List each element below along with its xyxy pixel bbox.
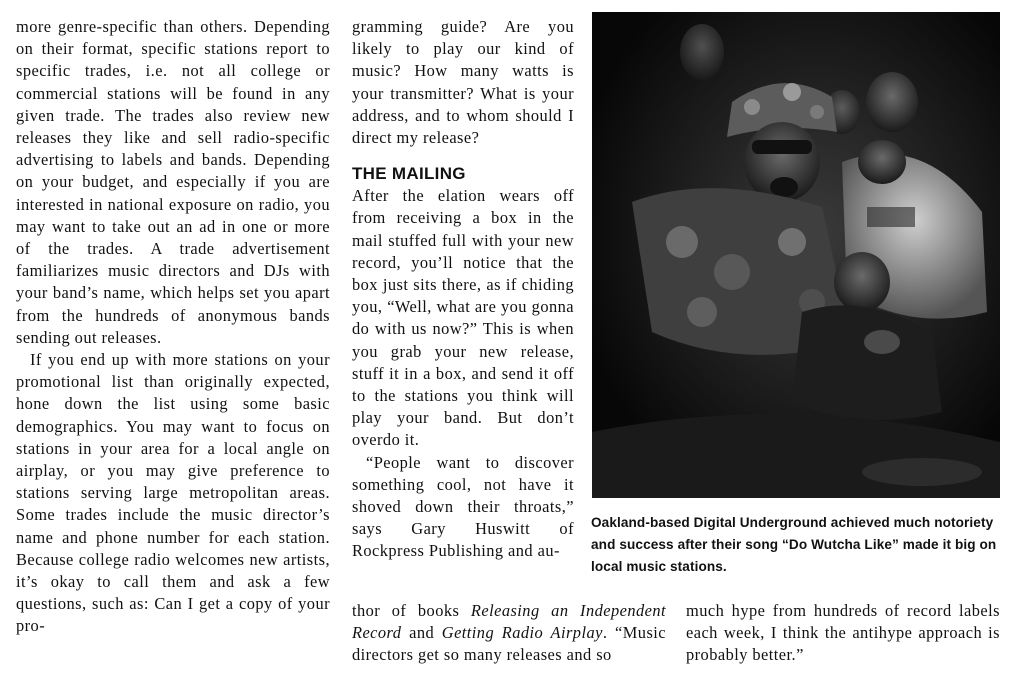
body-paragraph: gramming guide? Are you likely to play our kind of music? How many watts is your transmitter? What is your address, and to whom should I direct my release? [352,17,574,148]
text-run: thor of books [352,601,471,620]
band-photo-image [592,12,1000,498]
body-paragraph: “People want to discover something cool, not have it shoved down their throats,” says Gary Huswitt of Rockpress Publishing and au- [352,452,574,561]
text-column-right [686,600,1000,667]
text-run: . “Music directors get so many releases and so [352,623,666,665]
body-paragraph: more genre-specific than others. Depending on their format, specific stations report to specific trades, i.e. not all college or commercial stations will be found in any given trade. The trades also review new releases they like and sell radio-specific advertising to labels and bands. Depending on your budget, and especially if you are interested in national exposure on radio, you may want to take out an ad in one or more of the trades. A trade advertisement familiarizes music directors and DJs with your band’s name, which helps set you apart from the hundreds of anonymous bands sending out releases. [16,17,330,347]
body-paragraph: much hype from hundreds of record labels each week, I think the antihype approach is probably better.” [686,601,1000,665]
book-title: Getting Radio Airplay [441,623,603,643]
band-photo [592,12,1000,498]
text-column-middle-continued [352,600,666,667]
text-column-left [16,16,330,638]
photo-caption: Oakland-based Digital Underground achieved much notoriety and success after their song “Do Wutcha Like” made it big on local music stations. [591,515,997,574]
book-title: Releasing an Independent Record [352,601,666,643]
body-paragraph: After the elation wears off from receiving a box in the mail stuffed full with your new record, you’ll notice that the box just sits there, as if chiding you, “Well, what are you gonna do with us now?” This is when you grab your new release, stuff it in a box, and send it off to the stations you think will play your band. But don’t overdo it. [352,186,574,450]
body-paragraph [352,600,666,667]
body-paragraph: If you end up with more stations on your promotional list than originally expected, hone down the list using some basic demographics. You may want to focus on stations in your area for a local angle on airplay, or you may give preference to stations serving large metropolitan areas. Some trades include the music director’s name and phone number for each station. Because college radio welcomes new artists, it’s okay to call them and ask a few questions, such as: Can I get a copy of your pro- [16,350,330,636]
text-column-middle [352,16,574,563]
section-heading: THE MAILING [352,164,466,184]
text-run: and [401,623,442,643]
